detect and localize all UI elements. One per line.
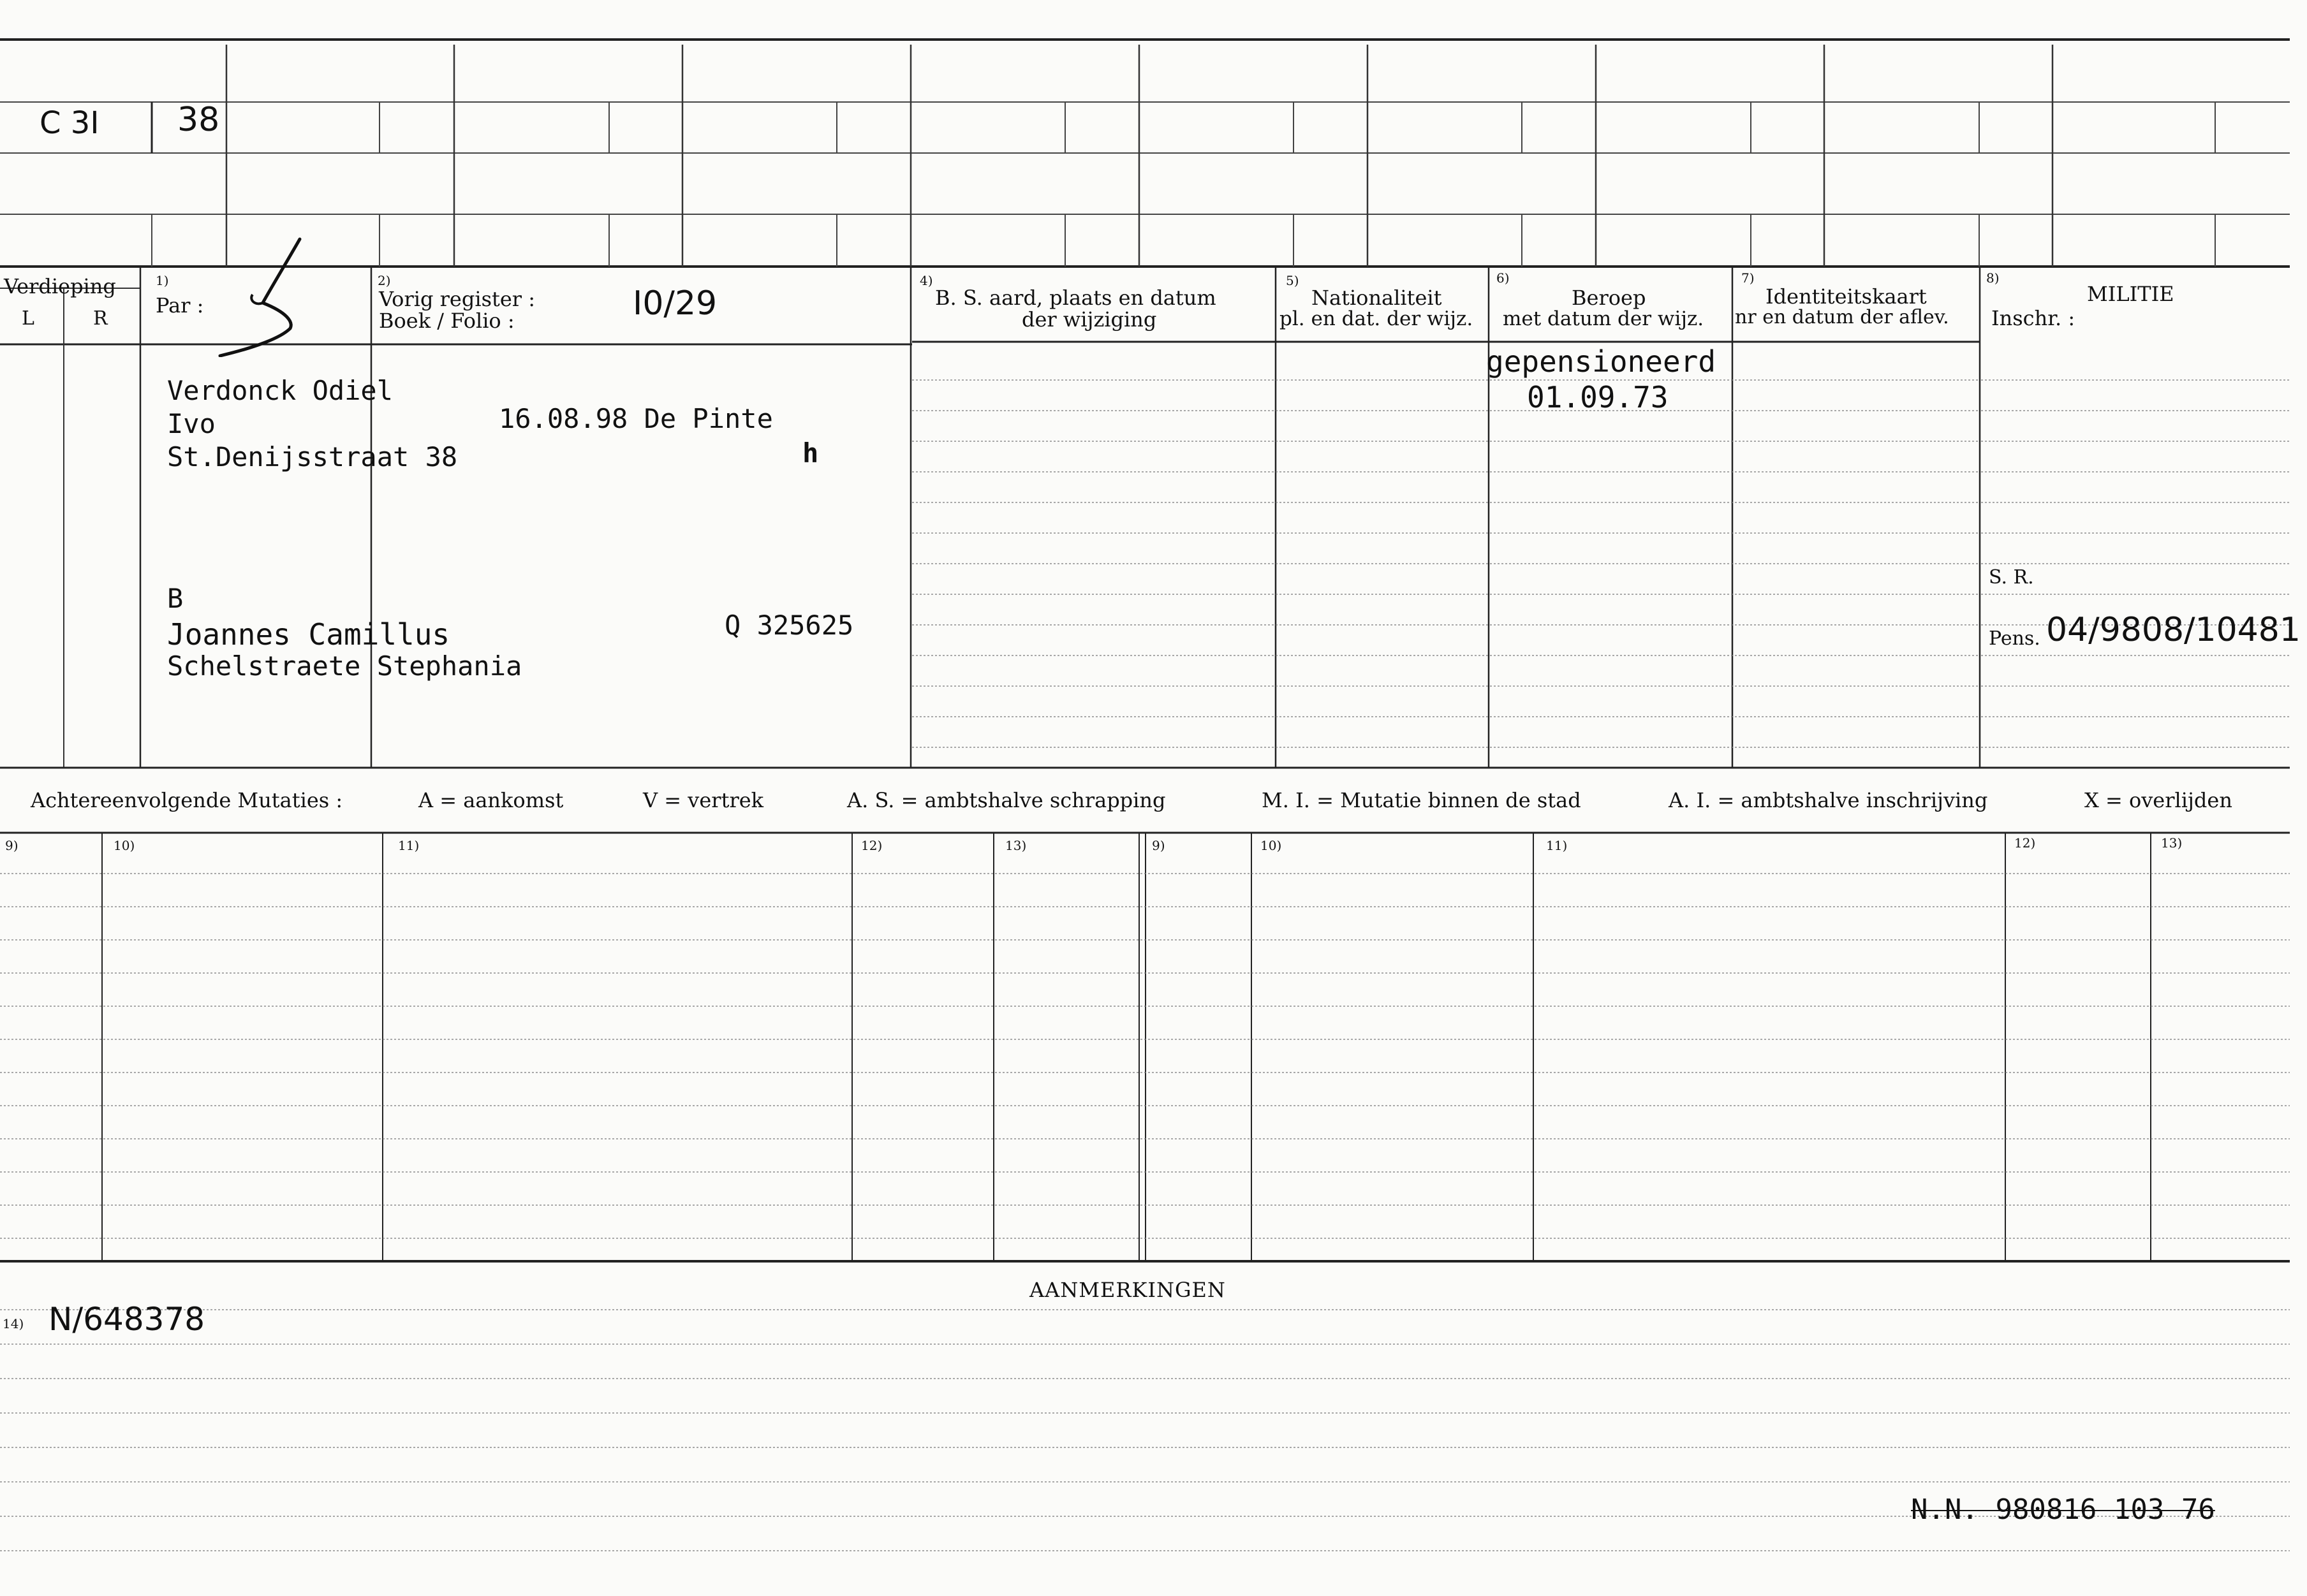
beroep-label-line2: met datum der wijz. [1503, 307, 1704, 330]
pens-value: 04/9808/10481 [2046, 611, 2301, 649]
beroep-date: 01.09.73 [1527, 380, 1669, 414]
legend-ambtshalve-inschrijving: A. I. = ambtshalve inschrijving [1669, 788, 1988, 812]
mutation-col-13b: 13) [2161, 835, 2183, 851]
sr-label: S. R. [1989, 566, 2034, 589]
parents-father: Joannes Camillus [167, 617, 450, 652]
national-number: N.N. 980816 103 76 [1911, 1493, 2215, 1526]
top-cell-number: 38 [177, 101, 220, 139]
aanmerkingen-title: AANMERKINGEN [1029, 1278, 1226, 1302]
mutation-col-13: 13) [1005, 838, 1027, 853]
field-number-4: 4) [920, 273, 933, 288]
field-number-1: 1) [156, 273, 169, 288]
legend-vertrek: V = vertrek [643, 788, 764, 812]
field-number-8: 8) [1986, 270, 2000, 286]
field-number-14: 14) [3, 1316, 24, 1331]
mutation-col-10: 10) [114, 838, 135, 853]
bs-label-line2: der wijziging [1022, 307, 1157, 332]
mutation-col-10b: 10) [1260, 838, 1282, 853]
pens-label: Pens. [1989, 627, 2040, 650]
mutation-col-11: 11) [398, 838, 420, 853]
legend-aankomst: A = aankomst [418, 788, 564, 812]
par-label: Par : [156, 293, 204, 318]
identiteitskaart-label-line1: Identiteitskaart [1765, 284, 1927, 309]
mutaties-title: Achtereenvolgende Mutaties : [31, 788, 343, 812]
nationaliteit-label-line1: Nationaliteit [1311, 286, 1442, 310]
person-firstname: Ivo [167, 408, 216, 439]
verdieping-label: Verdieping [4, 274, 116, 298]
mutation-col-11b: 11) [1546, 838, 1568, 853]
beroep-value: gepensioneerd [1486, 344, 1716, 379]
person-mark-h: h [802, 437, 819, 469]
register-value: I0/29 [633, 284, 718, 323]
person-name: Verdonck Odiel [167, 375, 394, 406]
legend-ambtshalve-schrapping: A. S. = ambtshalve schrapping [847, 788, 1166, 812]
person-b-label: B [167, 583, 184, 614]
signature-mark-icon [217, 236, 319, 360]
person-address: St.Denijsstraat 38 [167, 441, 458, 472]
aanmerkingen-value: N/648378 [48, 1301, 205, 1338]
militie-label: MILITIE [2087, 282, 2174, 306]
bs-label-line1: B. S. aard, plaats en datum [935, 286, 1216, 310]
mutation-col-12: 12) [861, 838, 883, 853]
field-number-6: 6) [1496, 270, 1510, 286]
field-number-5: 5) [1286, 273, 1299, 288]
field-number-2: 2) [378, 273, 391, 288]
legend-mutatie-binnen-stad: M. I. = Mutatie binnen de stad [1262, 788, 1581, 812]
verdieping-right-label: R [93, 307, 108, 330]
mutation-col-9b: 9) [1152, 838, 1165, 853]
mutation-col-9: 9) [5, 838, 18, 853]
field-number-7: 7) [1741, 270, 1755, 286]
parents-mother: Schelstraete Stephania [167, 650, 522, 682]
person-birth: 16.08.98 De Pinte [499, 403, 773, 434]
legend-overlijden: X = overlijden [2084, 788, 2232, 812]
inschr-label: Inschr. : [1991, 306, 2075, 330]
identiteitskaart-label-line2: nr en datum der aflev. [1735, 306, 1949, 328]
boek-folio-label: Boek / Folio : [379, 309, 515, 333]
verdieping-left-label: L [22, 307, 34, 330]
nationaliteit-label-line2: pl. en dat. der wijz. [1279, 307, 1473, 330]
person-code: Q 325625 [725, 610, 854, 641]
top-cell-code: C 3I [40, 105, 100, 141]
vorig-register-label: Vorig register : [379, 287, 536, 311]
beroep-label-line1: Beroep [1572, 286, 1646, 310]
mutation-col-12b: 12) [2014, 835, 2036, 851]
